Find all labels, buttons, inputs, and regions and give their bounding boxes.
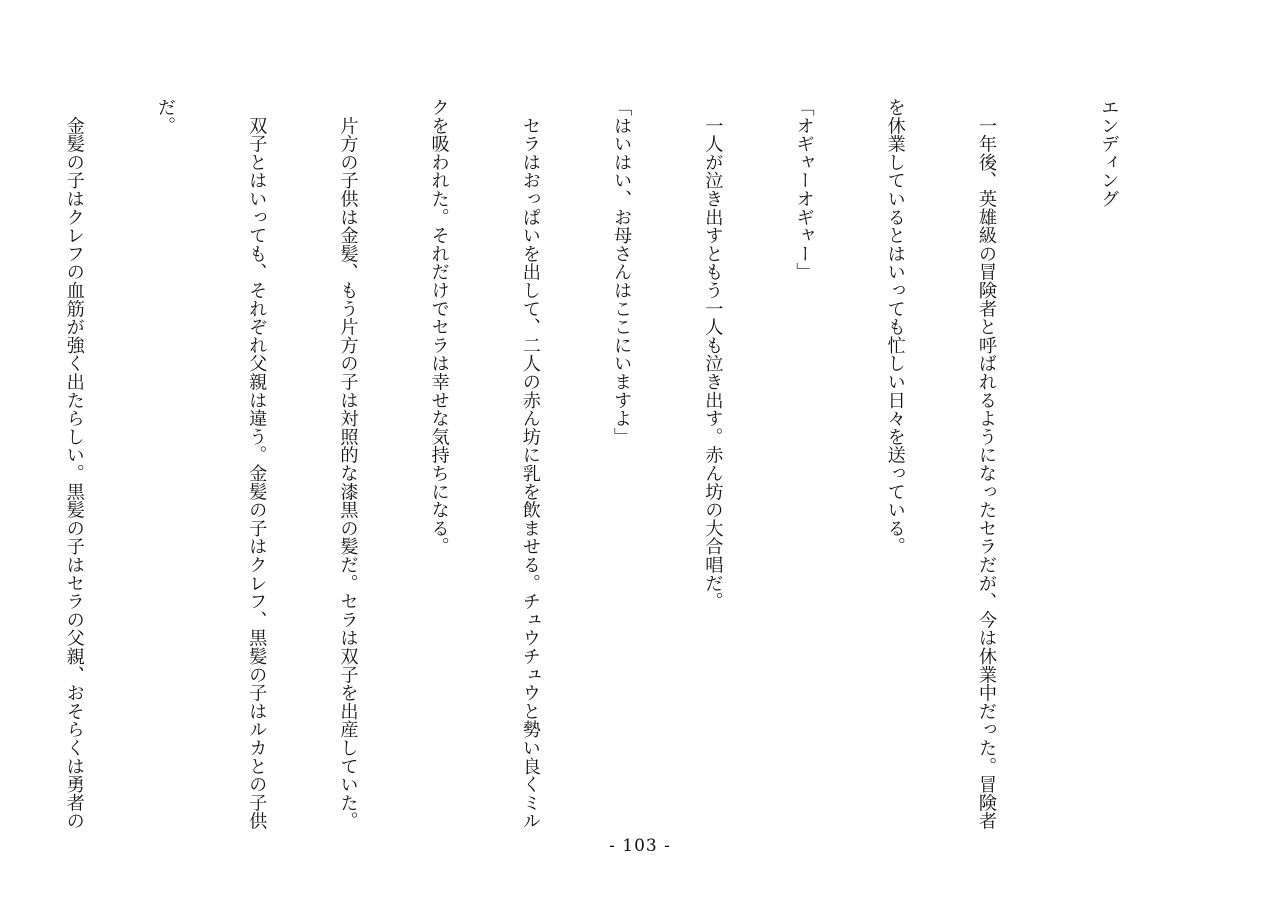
- vertical-text-body: [63, 98, 1184, 838]
- text-line: セラはおっぱいを出して、二人の赤ん坊に乳を飲ませる。チュウチュウと勢い良くミル: [519, 98, 541, 830]
- text-line: 「はいはい、お母さんはここにいますよ」: [611, 98, 633, 446]
- text-line: 「オギャーオギャー」: [793, 98, 815, 281]
- text-line: 金髪の子はクレフの血筋が強く出たらしい。黒髪の子はセラの父親、おそらくは勇者の: [63, 98, 85, 830]
- page-number: - 103 -: [609, 836, 671, 856]
- text-line: 片方の子供は金髪、もう片方の子は対照的な漆黒の髪だ。セラは双子を出産していた。: [337, 98, 359, 830]
- chapter-title: エンディング: [1098, 98, 1120, 208]
- text-line: を休業しているとはいっても忙しい日々を送っている。: [884, 98, 906, 556]
- text-line: クを吸われた。それだけでセラは幸せな気持ちになる。: [428, 98, 450, 556]
- text-line: 双子とはいっても、それぞれ父親は違う。金髪の子はクレフ、黒髪の子はルカとの子供: [246, 98, 268, 830]
- text-line: だ。: [155, 98, 176, 135]
- text-line: 一年後、英雄級の冒険者と呼ばれるようになったセラだが、今は休業中だった。冒険者: [975, 98, 997, 830]
- text-line: 一人が泣き出すともう一人も泣き出す。赤ん坊の大合唱だ。: [702, 98, 724, 611]
